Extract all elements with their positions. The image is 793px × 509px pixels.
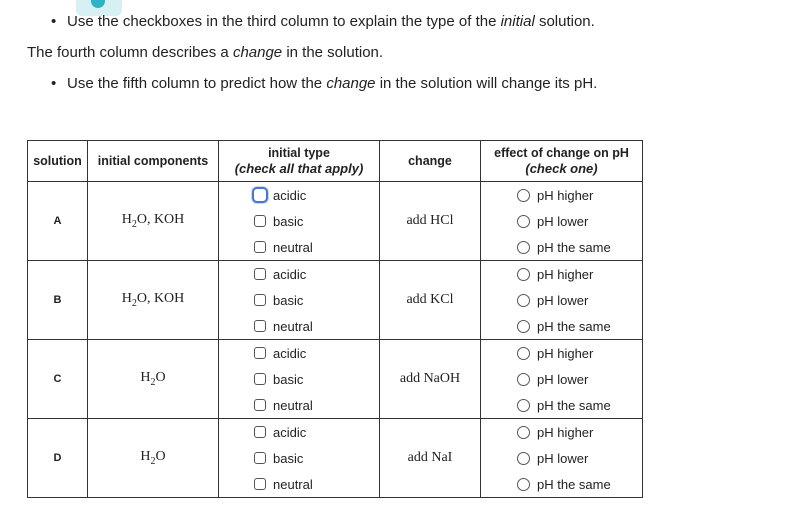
header-change: change	[380, 141, 481, 182]
effect-option-lower[interactable]: pH lower	[481, 208, 642, 234]
table-row	[28, 340, 643, 419]
effect-higher-radio[interactable]	[517, 426, 530, 439]
effect-option-higher[interactable]: pH higher	[481, 182, 642, 208]
type-acidic-checkbox[interactable]	[254, 426, 266, 438]
initial-components: $H_2O$	[88, 419, 219, 498]
header-initial-components: initial components	[88, 141, 219, 182]
effect-lower-radio[interactable]	[517, 215, 530, 228]
effect-option-higher[interactable]: pH higher	[481, 261, 642, 287]
solution-letter: B	[28, 261, 88, 340]
bullet-icon: •	[51, 13, 57, 30]
type-option-acidic[interactable]: acidic	[219, 261, 379, 287]
type-acidic-checkbox[interactable]	[254, 268, 266, 280]
type-basic-checkbox[interactable]	[254, 373, 266, 385]
initial-type-cell	[219, 261, 380, 340]
effect-cell	[481, 340, 643, 419]
bullet-icon: •	[51, 75, 57, 92]
tab-indicator-icon	[91, 0, 105, 8]
initial-components: $H_2O$, KOH	[88, 261, 219, 340]
instruction-line-1: • Use the checkboxes in the third column to explain the type of the initial solution.	[51, 13, 595, 30]
type-option-neutral[interactable]: neutral	[219, 471, 379, 497]
effect-lower-radio[interactable]	[517, 294, 530, 307]
type-neutral-checkbox[interactable]	[254, 320, 266, 332]
type-basic-checkbox[interactable]	[254, 452, 266, 464]
effect-option-higher[interactable]: pH higher	[481, 419, 642, 445]
effect-higher-radio[interactable]	[517, 347, 530, 360]
effect-option-lower[interactable]: pH lower	[481, 445, 642, 471]
effect-same-radio[interactable]	[517, 478, 530, 491]
effect-same-radio[interactable]	[517, 320, 530, 333]
type-option-basic[interactable]: basic	[219, 445, 379, 471]
type-basic-checkbox[interactable]	[254, 294, 266, 306]
table-row	[28, 261, 643, 340]
type-acidic-checkbox[interactable]	[252, 187, 268, 203]
type-basic-checkbox[interactable]	[254, 215, 266, 227]
header-solution: solution	[28, 141, 88, 182]
change-cell: add NaOH	[380, 340, 481, 419]
solution-letter: A	[28, 182, 88, 261]
effect-cell	[481, 419, 643, 498]
effect-option-higher[interactable]: pH higher	[481, 340, 642, 366]
solution-letter: C	[28, 340, 88, 419]
table-row	[28, 182, 643, 261]
type-option-acidic[interactable]: acidic	[219, 182, 379, 208]
type-option-neutral[interactable]: neutral	[219, 392, 379, 418]
solutions-table	[27, 140, 643, 498]
effect-cell	[481, 261, 643, 340]
type-neutral-checkbox[interactable]	[254, 399, 266, 411]
effect-same-radio[interactable]	[517, 399, 530, 412]
effect-same-radio[interactable]	[517, 241, 530, 254]
effect-option-lower[interactable]: pH lower	[481, 287, 642, 313]
type-option-basic[interactable]: basic	[219, 208, 379, 234]
header-effect: effect of change on pH (check one)	[481, 141, 643, 182]
effect-cell	[481, 182, 643, 261]
solution-letter: D	[28, 419, 88, 498]
effect-option-same[interactable]: pH the same	[481, 471, 642, 497]
effect-option-same[interactable]: pH the same	[481, 234, 642, 260]
type-option-basic[interactable]: basic	[219, 287, 379, 313]
initial-type-cell	[219, 182, 380, 261]
effect-lower-radio[interactable]	[517, 373, 530, 386]
effect-higher-radio[interactable]	[517, 268, 530, 281]
initial-type-cell	[219, 340, 380, 419]
initial-components: $H_2O$	[88, 340, 219, 419]
type-option-neutral[interactable]: neutral	[219, 313, 379, 339]
type-neutral-checkbox[interactable]	[254, 241, 266, 253]
effect-option-same[interactable]: pH the same	[481, 392, 642, 418]
initial-components: $H_2O$, KOH	[88, 182, 219, 261]
type-option-acidic[interactable]: acidic	[219, 340, 379, 366]
instruction-line-3: • Use the fifth column to predict how the change in the solution will change its pH.	[51, 75, 598, 92]
type-option-neutral[interactable]: neutral	[219, 234, 379, 260]
type-neutral-checkbox[interactable]	[254, 478, 266, 490]
table-row	[28, 419, 643, 498]
effect-option-same[interactable]: pH the same	[481, 313, 642, 339]
initial-type-cell	[219, 419, 380, 498]
effect-lower-radio[interactable]	[517, 452, 530, 465]
effect-option-lower[interactable]: pH lower	[481, 366, 642, 392]
header-row	[28, 141, 643, 182]
type-option-basic[interactable]: basic	[219, 366, 379, 392]
effect-higher-radio[interactable]	[517, 189, 530, 202]
change-cell: add NaI	[380, 419, 481, 498]
change-cell: add KCl	[380, 261, 481, 340]
instruction-line-2: The fourth column describes a change in the solution.	[27, 44, 384, 61]
type-option-acidic[interactable]: acidic	[219, 419, 379, 445]
header-initial-type: initial type (check all that apply)	[219, 141, 380, 182]
change-cell: add HCl	[380, 182, 481, 261]
type-acidic-checkbox[interactable]	[254, 347, 266, 359]
